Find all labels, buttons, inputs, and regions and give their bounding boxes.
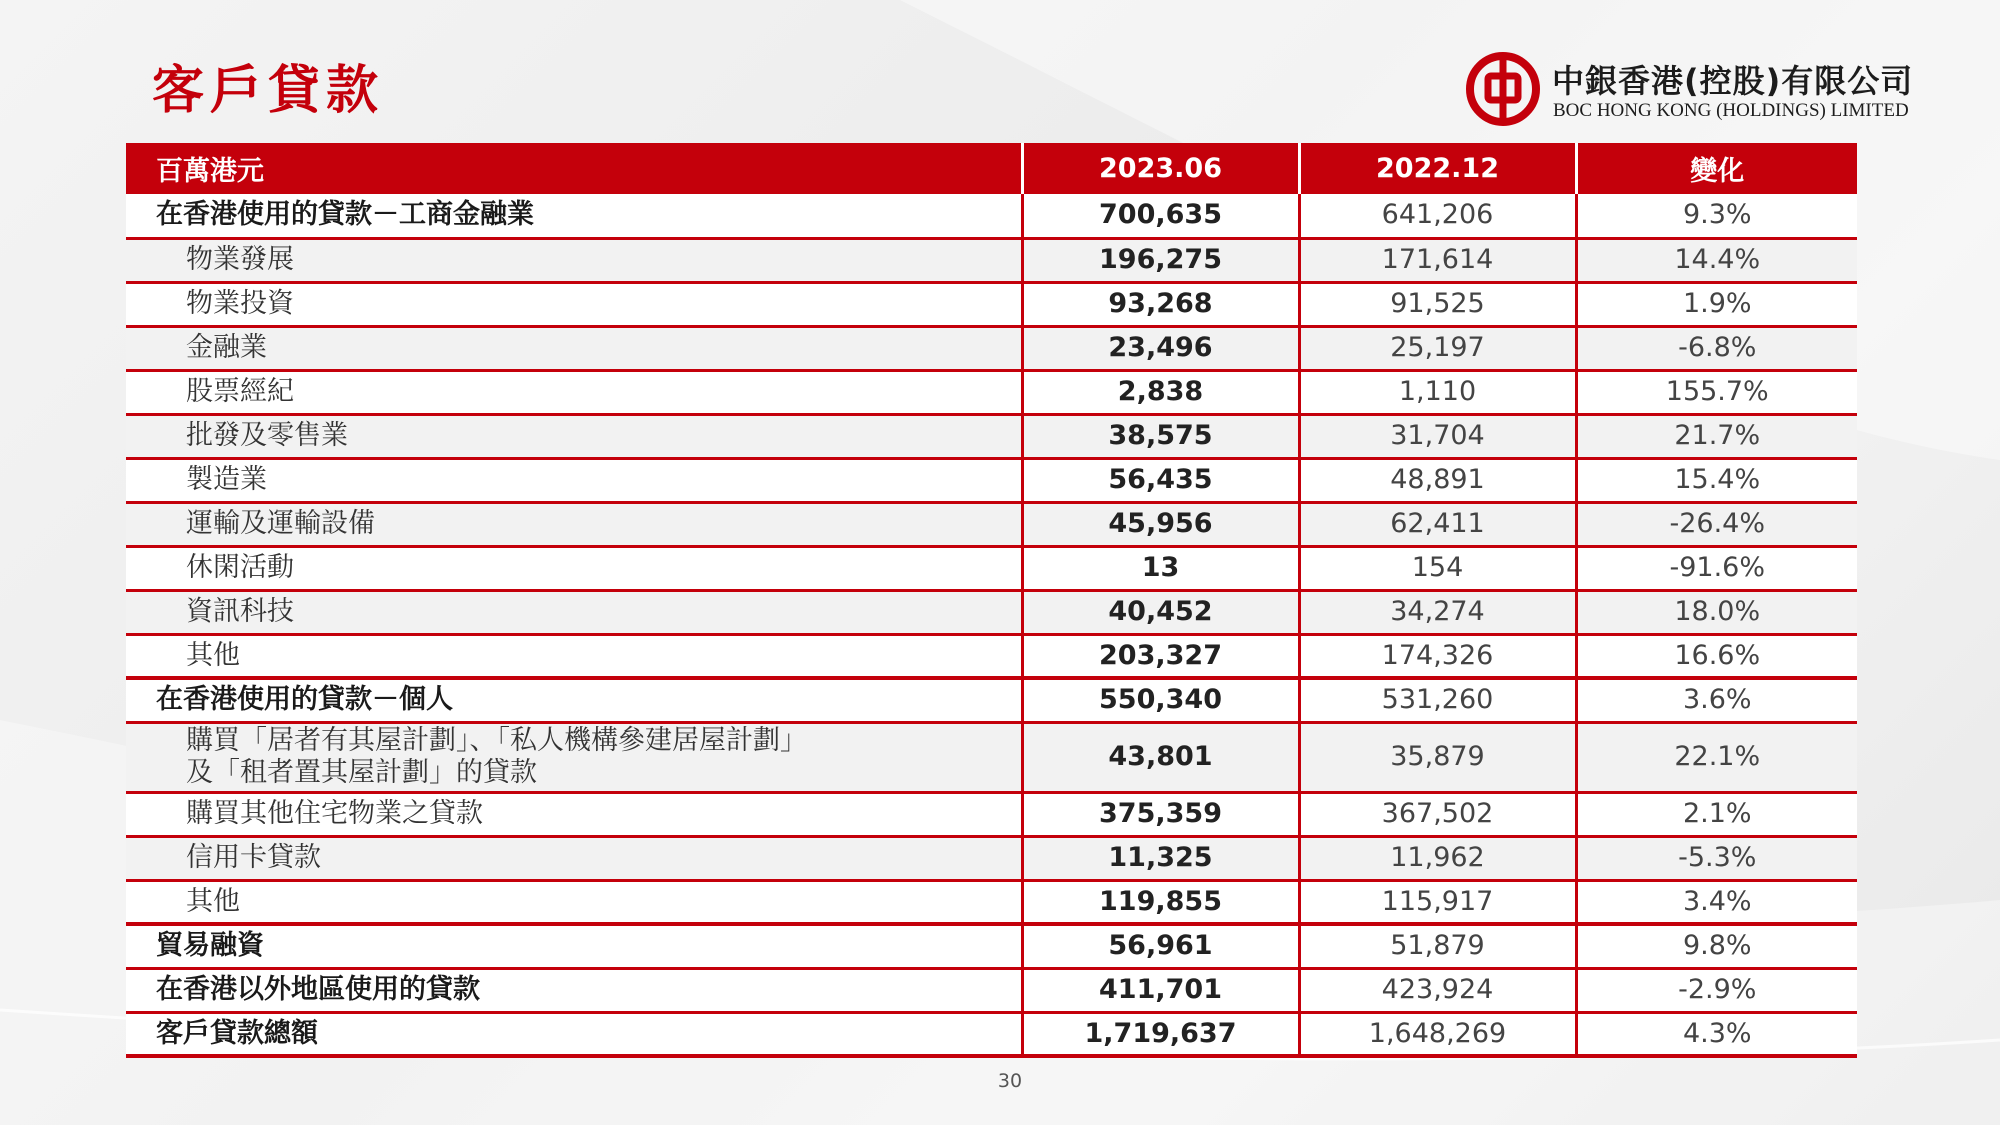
value-change: 3.4% (1576, 880, 1857, 924)
value-2022-12: 11,962 (1299, 836, 1576, 880)
value-change: -5.3% (1576, 836, 1857, 880)
value-2022-12: 641,206 (1299, 194, 1576, 238)
row-label: 在香港使用的貸款－個人 (126, 678, 1022, 722)
row-label: 信用卡貸款 (126, 836, 1022, 880)
header-2022-12: 2022.12 (1299, 143, 1576, 194)
value-2023-06: 11,325 (1022, 836, 1299, 880)
table-row (126, 282, 1857, 326)
table-row (126, 414, 1857, 458)
row-label: 在香港使用的貸款－工商金融業 (126, 194, 1022, 238)
value-2022-12: 35,879 (1299, 722, 1576, 792)
value-change: 16.6% (1576, 634, 1857, 678)
value-change: 14.4% (1576, 238, 1857, 282)
table-row (126, 722, 1857, 792)
value-2022-12: 531,260 (1299, 678, 1576, 722)
customer-loans-table (126, 143, 1857, 1058)
table-row (126, 634, 1857, 678)
value-2023-06: 93,268 (1022, 282, 1299, 326)
value-2023-06: 1,719,637 (1022, 1012, 1299, 1056)
table-row (126, 1012, 1857, 1056)
value-2023-06: 43,801 (1022, 722, 1299, 792)
row-label: 金融業 (126, 326, 1022, 370)
value-change: 1.9% (1576, 282, 1857, 326)
value-2022-12: 34,274 (1299, 590, 1576, 634)
value-2022-12: 48,891 (1299, 458, 1576, 502)
value-2023-06: 550,340 (1022, 678, 1299, 722)
value-2023-06: 40,452 (1022, 590, 1299, 634)
row-label (126, 722, 1022, 792)
value-change: -26.4% (1576, 502, 1857, 546)
value-2023-06: 56,435 (1022, 458, 1299, 502)
value-2022-12: 51,879 (1299, 924, 1576, 968)
value-2022-12: 25,197 (1299, 326, 1576, 370)
row-label: 其他 (126, 634, 1022, 678)
value-change: 4.3% (1576, 1012, 1857, 1056)
value-2022-12: 154 (1299, 546, 1576, 590)
value-2023-06: 700,635 (1022, 194, 1299, 238)
value-2022-12: 174,326 (1299, 634, 1576, 678)
row-label: 物業發展 (126, 238, 1022, 282)
row-label: 貿易融資 (126, 924, 1022, 968)
table-row (126, 194, 1857, 238)
value-change: 3.6% (1576, 678, 1857, 722)
value-change: 155.7% (1576, 370, 1857, 414)
value-2023-06: 13 (1022, 546, 1299, 590)
value-2023-06: 196,275 (1022, 238, 1299, 282)
value-change: 18.0% (1576, 590, 1857, 634)
header-change: 變化 (1576, 143, 1857, 194)
header-unit: 百萬港元 (126, 143, 1022, 194)
table-row (126, 502, 1857, 546)
value-2023-06: 119,855 (1022, 880, 1299, 924)
row-label: 其他 (126, 880, 1022, 924)
row-label: 購買其他住宅物業之貸款 (126, 792, 1022, 836)
table-row (126, 370, 1857, 414)
table-row (126, 326, 1857, 370)
value-2022-12: 1,648,269 (1299, 1012, 1576, 1056)
value-2022-12: 423,924 (1299, 968, 1576, 1012)
value-2022-12: 171,614 (1299, 238, 1576, 282)
table-row (126, 458, 1857, 502)
row-label: 股票經紀 (126, 370, 1022, 414)
row-label-line-2: 及「租者置其屋計劃」的貸款 (186, 757, 537, 788)
value-change: 2.1% (1576, 792, 1857, 836)
value-2023-06: 45,956 (1022, 502, 1299, 546)
value-change: 22.1% (1576, 722, 1857, 792)
value-change: 15.4% (1576, 458, 1857, 502)
value-2022-12: 1,110 (1299, 370, 1576, 414)
value-2023-06: 2,838 (1022, 370, 1299, 414)
value-change: -6.8% (1576, 326, 1857, 370)
table-row (126, 880, 1857, 924)
value-change: 9.8% (1576, 924, 1857, 968)
value-2022-12: 31,704 (1299, 414, 1576, 458)
value-2023-06: 375,359 (1022, 792, 1299, 836)
value-2022-12: 367,502 (1299, 792, 1576, 836)
value-2023-06: 203,327 (1022, 634, 1299, 678)
value-2022-12: 115,917 (1299, 880, 1576, 924)
value-change: 9.3% (1576, 194, 1857, 238)
table-row (126, 968, 1857, 1012)
value-change: -2.9% (1576, 968, 1857, 1012)
table-row (126, 924, 1857, 968)
value-2023-06: 38,575 (1022, 414, 1299, 458)
boc-logo-icon (1466, 52, 1540, 126)
row-label: 批發及零售業 (126, 414, 1022, 458)
row-label-line-1: 購買「居者有其屋計劃」、「私人機構參建居屋計劃」 (186, 725, 807, 756)
value-change: 21.7% (1576, 414, 1857, 458)
table-row (126, 836, 1857, 880)
value-2022-12: 62,411 (1299, 502, 1576, 546)
value-change: -91.6% (1576, 546, 1857, 590)
table-row (126, 590, 1857, 634)
row-label: 運輸及運輸設備 (126, 502, 1022, 546)
company-logo (1466, 52, 1946, 126)
value-2023-06: 56,961 (1022, 924, 1299, 968)
header-2023-06: 2023.06 (1022, 143, 1299, 194)
row-label: 資訊科技 (126, 590, 1022, 634)
table-row (126, 238, 1857, 282)
table-row (126, 792, 1857, 836)
value-2023-06: 411,701 (1022, 968, 1299, 1012)
row-label: 物業投資 (126, 282, 1022, 326)
value-2022-12: 91,525 (1299, 282, 1576, 326)
table-header-row (126, 143, 1857, 194)
row-label: 製造業 (126, 458, 1022, 502)
value-2023-06: 23,496 (1022, 326, 1299, 370)
table-row (126, 678, 1857, 722)
table-row (126, 546, 1857, 590)
company-name-chinese: 中銀香港(控股)有限公司 (1552, 62, 1914, 100)
company-name-english: BOC HONG KONG (HOLDINGS) LIMITED (1553, 100, 1909, 121)
row-label: 客戶貸款總額 (126, 1012, 1022, 1056)
page-title: 客戶貸款 (152, 61, 385, 121)
row-label: 休閑活動 (126, 546, 1022, 590)
page-number: 30 (997, 1070, 1023, 1092)
row-label: 在香港以外地區使用的貸款 (126, 968, 1022, 1012)
